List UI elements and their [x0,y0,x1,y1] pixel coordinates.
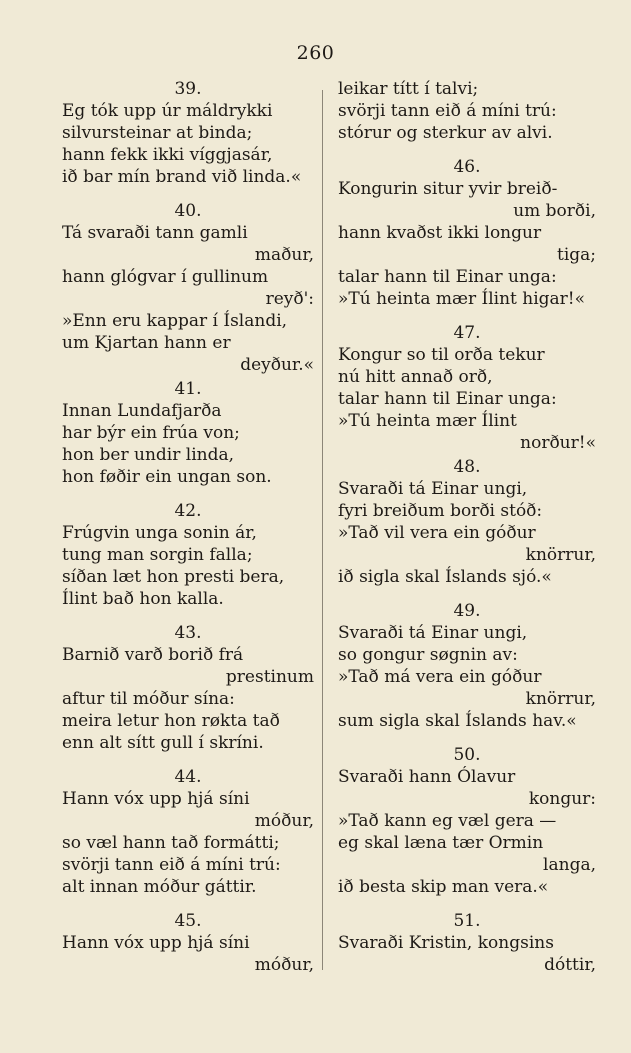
verse-line: svörji tann eið á míni trú: [62,855,281,875]
verse-line: har býr ein frúa von; [62,423,240,443]
verse-line: eg skal læna tær Ormin [338,833,544,853]
left-column [62,78,314,976]
page-number: 260 [296,42,335,64]
verse-line: talar hann til Einar unga: [338,267,557,287]
verse-line: móður, [254,955,314,975]
verse-line: Eg tók upp úr máldrykki [62,101,273,121]
verse-line: »Tað vil vera ein góður [338,523,536,543]
verse-line: ið besta skip man vera.« [338,877,549,897]
stanza-number: 46. [453,157,481,177]
verse-line: silvursteinar at binda; [62,123,253,143]
verse-line: meira letur hon røkta tað [62,711,280,731]
stanza-number: 42. [174,501,202,521]
verse-line: fyri breiðum borði stóð: [338,501,543,521]
verse-line: maður, [254,245,314,265]
verse-line: so væl hann tað formátti; [62,833,280,853]
verse-line: tiga; [556,245,596,265]
stanza-number: 49. [453,601,481,621]
verse-line: sum sigla skal Íslands hav.« [338,711,577,731]
verse-line: »Tú heinta mær Ílint higar!« [338,289,586,309]
stanza [62,78,314,188]
verse-line: ið bar mín brand við linda.« [62,167,302,187]
stanza [62,500,314,610]
verse-line: langa, [543,855,596,875]
verse-line: »Tað má vera ein góður [338,667,542,687]
verse-line: knörrur, [525,689,596,709]
stanza-number: 39. [174,79,202,99]
verse-line: Kongurin situr yvir breið- [338,179,558,199]
right-column [338,78,596,976]
verse-line: knörrur, [525,545,596,565]
stanza [62,378,314,488]
verse-line: Kongur so til orða tekur [338,345,545,365]
verse-line: Hann vóx upp hjá síni [62,789,250,809]
stanza-number: 43. [174,623,202,643]
stanza-number: 50. [453,745,481,765]
verse-line: Svaraði tá Einar ungi, [338,479,528,499]
stanza [338,910,596,976]
verse-line: Hann vóx upp hjá síni [62,933,250,953]
verse-line: Svaraði tá Einar ungi, [338,623,528,643]
stanza [62,910,314,976]
verse-line: um Kjartan hann er [62,333,231,353]
stanza [338,744,596,898]
stanza-number: 48. [453,457,481,477]
verse-line: Ílint bað hon kalla. [62,589,224,609]
stanza-number: 45. [174,911,202,931]
verse-line: stórur og sterkur av alvi. [338,123,553,143]
verse-line: »Tað kann eg væl gera — [338,811,557,831]
verse-line: alt innan móður gáttir. [62,877,257,897]
verse-line: hon føðir ein ungan son. [62,467,272,487]
verse-line: hon ber undir linda, [62,445,235,465]
verse-line: hann kvaðst ikki longur [338,223,542,243]
stanza [62,766,314,898]
column-divider [322,90,323,970]
verse-line: kongur: [528,789,596,809]
verse-line: enn alt sítt gull í skríni. [62,733,264,753]
verse-line: Svaraði Kristin, kongsins [338,933,554,953]
verse-line: deyður.« [240,355,314,375]
verse-line: móður, [254,811,314,831]
stanza [338,456,596,588]
verse-line: tung man sorgin falla; [62,545,253,565]
verse-line: Barnið varð borið frá [62,645,244,665]
stanza [338,600,596,732]
stanza [62,622,314,754]
verse-line: Tá svaraði tann gamli [62,223,248,243]
verse-line: svörji tann eið á míni trú: [338,101,557,121]
verse-line: Frúgvin unga sonin ár, [62,523,257,543]
stanza-number: 51. [453,911,481,931]
verse-line: »Tú heinta mær Ílint [338,411,517,431]
verse-line: dóttir, [544,955,596,975]
verse-line: prestinum [225,667,314,687]
verse-line: leikar títt í talvi; [338,79,479,99]
verse-line: ið sigla skal Íslands sjó.« [338,567,552,587]
verse-line: síðan læt hon presti bera, [62,567,285,587]
verse-line: Svaraði hann Ólavur [338,767,516,787]
verse-line: reyð': [265,289,314,309]
stanza-number: 44. [174,767,202,787]
stanza-number: 41. [174,379,202,399]
verse-line: talar hann til Einar unga: [338,389,557,409]
verse-line: Innan Lundafjarða [62,401,222,421]
verse-line: hann glógvar í gullinum [62,267,269,287]
verse-line: so gongur søgnin av: [338,645,518,665]
stanza [338,78,596,144]
stanza-number: 47. [453,323,481,343]
verse-line: hann fekk ikki víggjasár, [62,145,273,165]
stanza [338,322,596,454]
stanza [62,200,314,376]
verse-line: nú hitt annað orð, [338,367,493,387]
stanza-number: 40. [174,201,202,221]
verse-line: um borði, [513,201,596,221]
stanza [338,156,596,310]
verse-line: aftur til móður sína: [62,689,235,709]
verse-line: norður!« [520,433,596,453]
verse-line: »Enn eru kappar í Íslandi, [62,311,288,331]
